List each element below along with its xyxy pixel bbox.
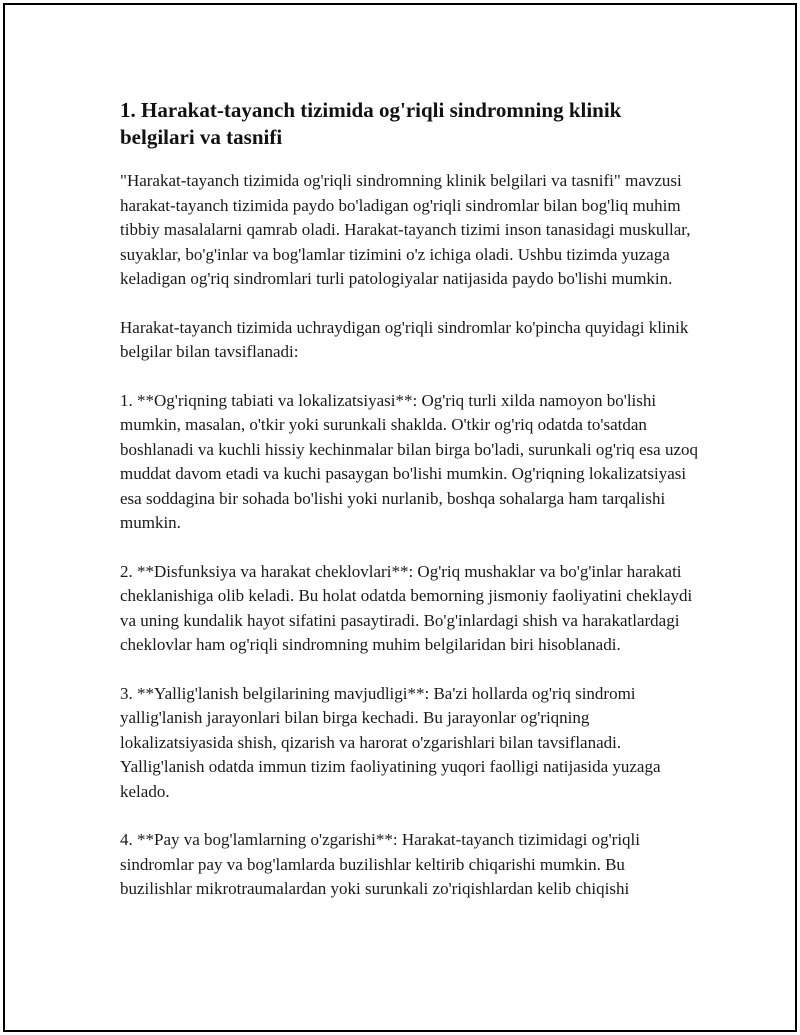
paragraph-item-2: 2. **Disfunksiya va harakat cheklovlari**: Og'riq mushaklar va bo'g'inlar harakati cheklanishiga olib keladi. Bu holat odatda bemorning jismoniy faoliyatini cheklaydi va uning kundalik hayot sifatini pasaytiradi. Bo'g'inlardagi shish va harakatlardagi cheklovlar ham og'riqli sindromning muhim belgilaridan biri hisoblanadi. (120, 561, 693, 654)
paragraph-lead-in: Harakat-tayanch tizimida uchraydigan og'riqli sindromlar ko'pincha quyidagi klinik belgilar bilan tavsiflanadi: (120, 317, 689, 361)
paragraph-item-3: 3. **Yallig'lanish belgilarining mavjudligi**: Ba'zi hollarda og'riq sindromi yallig'lanish jarayonlari bilan birga kechadi. Bu jarayonlar og'riqning lokalizatsiyasida shish, qizarish va harorat o'zgarishlari bilan tavsiflanadi. Yallig'lanish odatda immun tizim faoliyatining yuqori faolligi natijasida yuzaga kelado. (120, 683, 661, 801)
document-title: 1. Harakat-tayanch tizimida og'riqli sindromning klinik belgilari va tasnifi (120, 98, 622, 149)
page-frame (3, 3, 797, 1032)
document-body (120, 97, 700, 926)
paragraph-item-1: 1. **Og'riqning tabiati va lokalizatsiyasi**: Og'riq turli xilda namoyon bo'lishi mumkin, masalan, o'tkir yoki surunkali shaklda. O'tkir og'riq odatda to'satdan boshlanadi va kuchli hissiy kechinmalar bilan birga bo'ladi, surunkali og'riq esa uzoq muddat davom etadi va kuchi pasaygan bo'lishi mumkin. Og'riqning lokalizatsiyasi esa soddagina bir sohada bo'lishi yoki nurlanib, boshqa sohalarga ham tarqalishi mumkin. (120, 390, 699, 532)
paragraph-item-4: 4. **Pay va bog'lamlarning o'zgarishi**: Harakat-tayanch tizimidagi og'riqli sindromlar pay va bog'lamlarda buzilishlar keltirib chiqarishi mumkin. Bu buzilishlar mikrotraumalardan yoki surunkali zo'riqishlardan kelib chiqishi (120, 830, 640, 898)
paragraph-intro: "Harakat-tayanch tizimida og'riqli sindromning klinik belgilari va tasnifi" mavzusi harakat-tayanch tizimida paydo bo'ladigan og'riqli sindromlar bilan bog'liq muhim tibbiy masalalarni qamrab oladi. Harakat-tayanch tizimi inson tanasidagi muskullar, suyaklar, bo'g'inlar va bog'lamlar tizimini o'z ichiga oladi. Ushbu tizimda yuzaga keladigan og'riq sindromlari turli patologiyalar natijasida paydo bo'lishi mumkin. (120, 171, 691, 288)
